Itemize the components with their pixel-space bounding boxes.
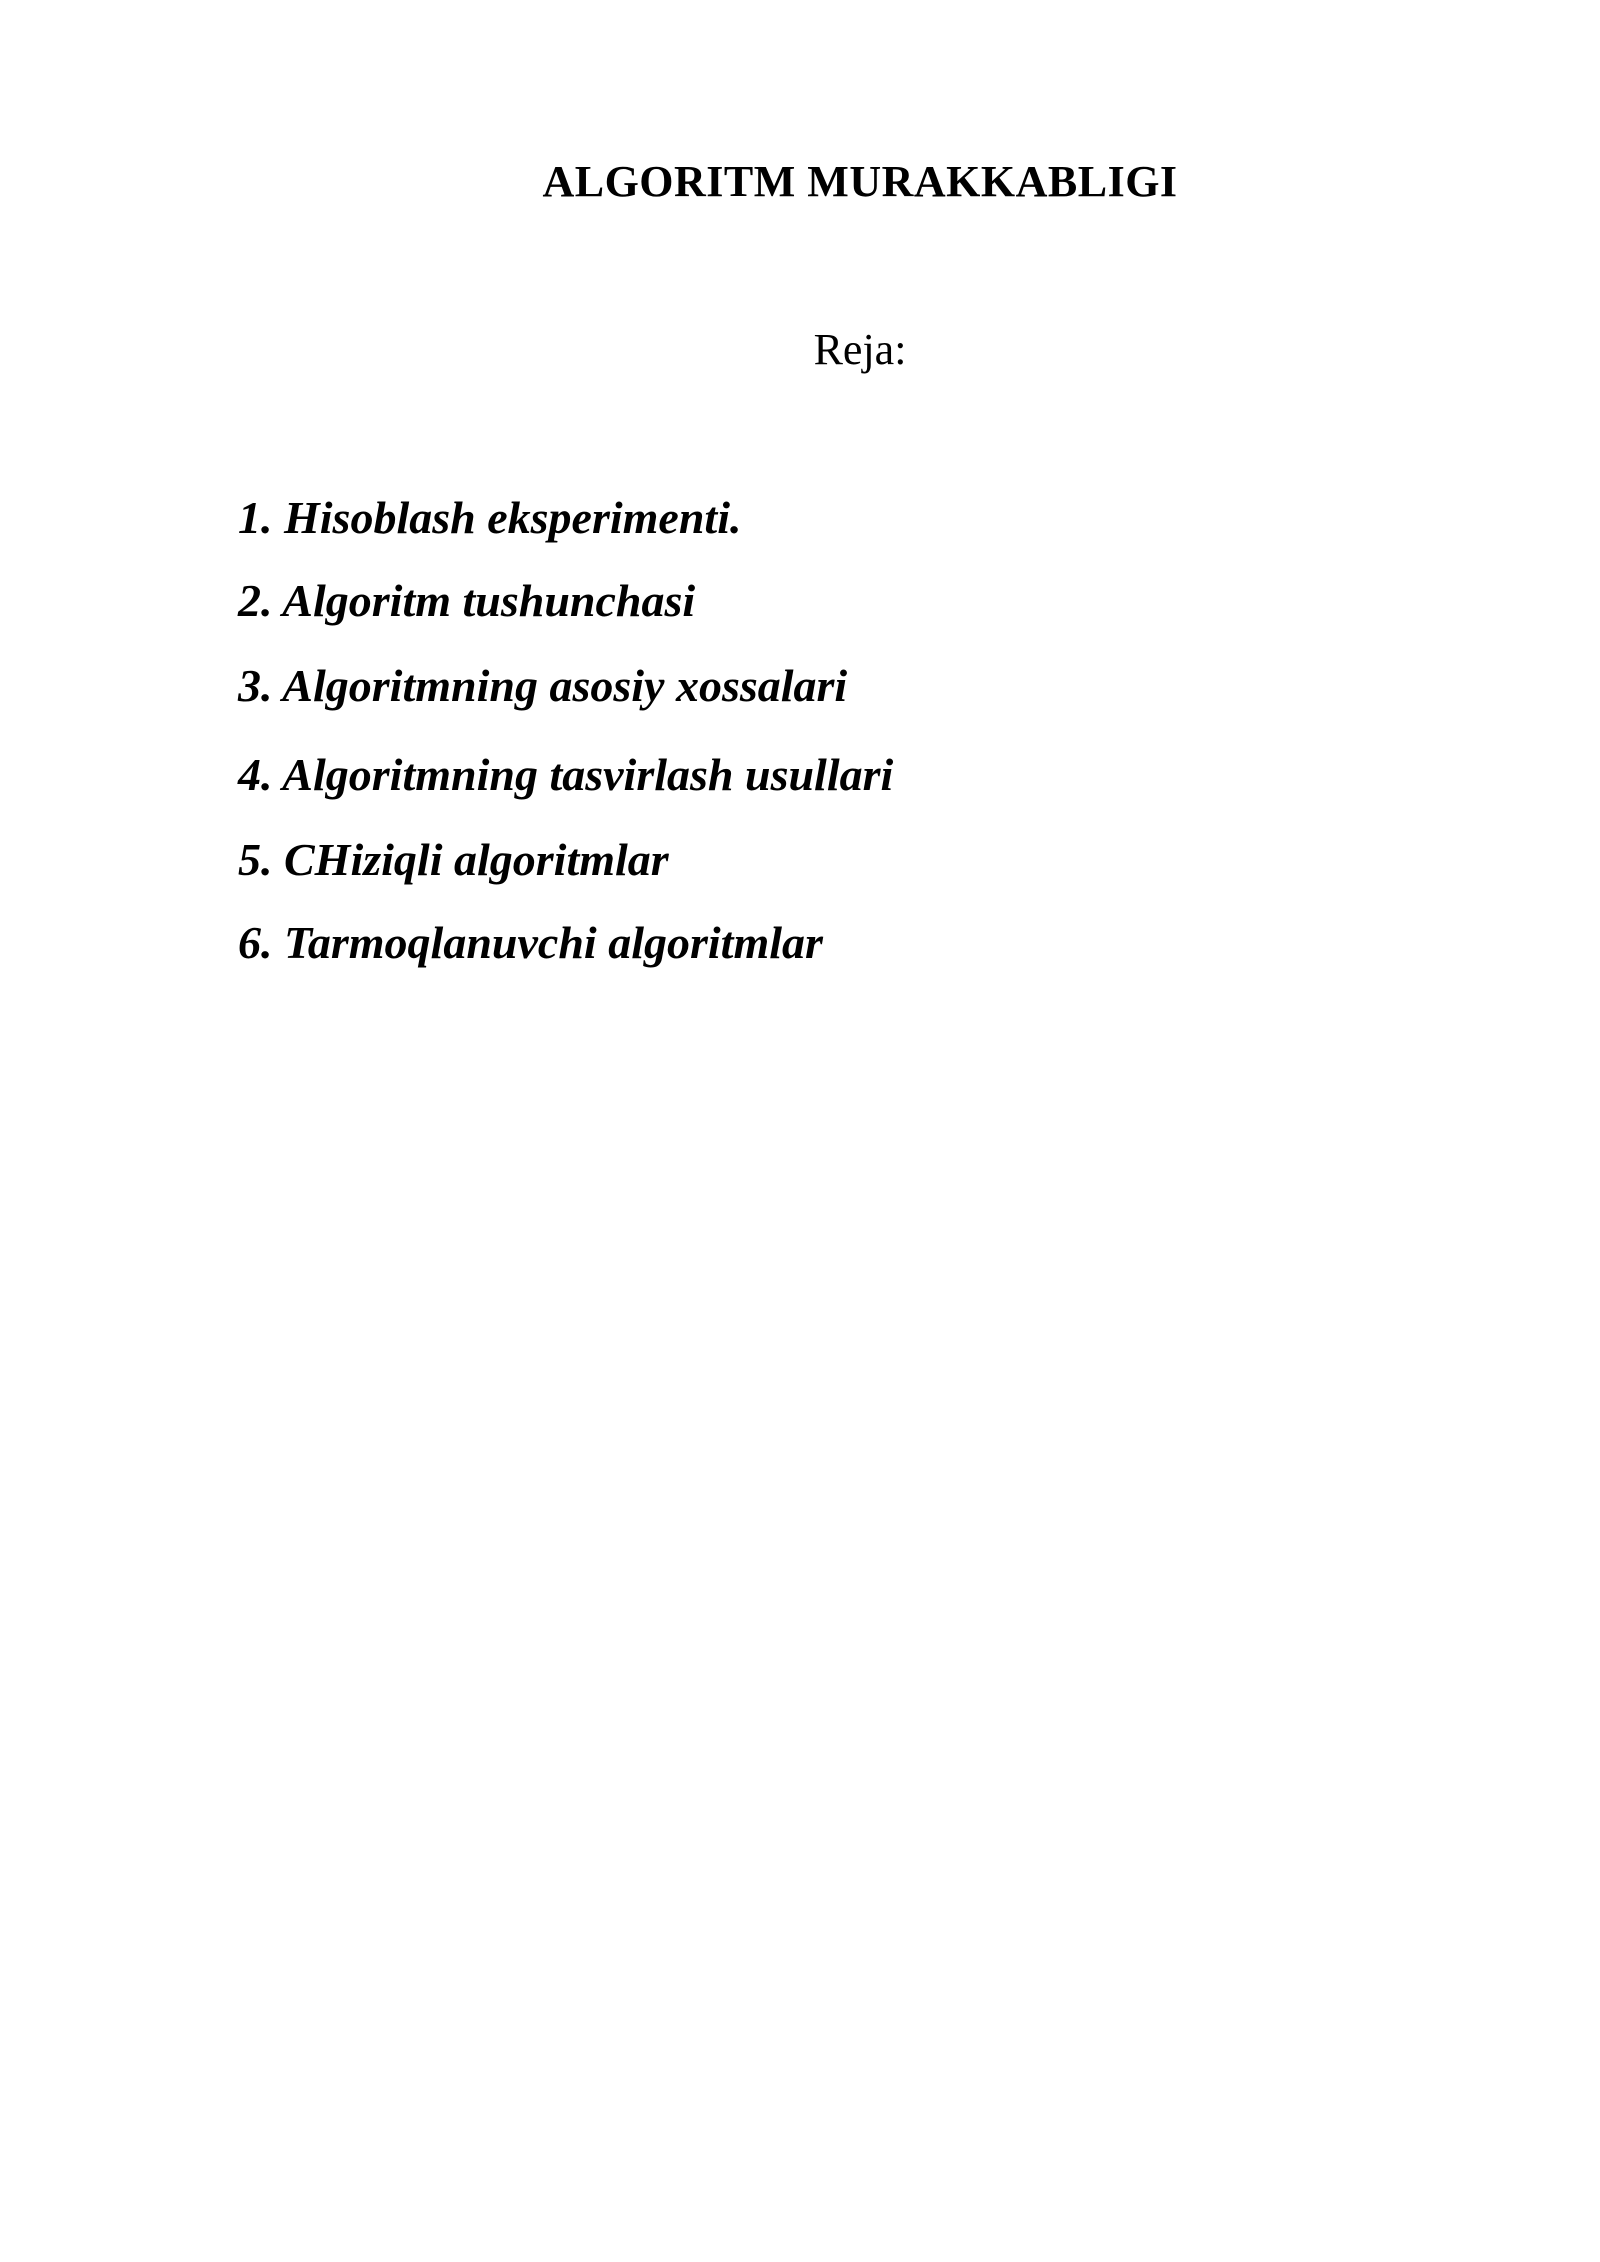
plan-item-text: Hisoblash eksperimenti. [284,492,742,543]
plan-item-text: Algoritmning tasvirlash usullari [282,749,894,800]
plan-item [238,913,823,973]
plan-item [238,571,695,631]
plan-item-text: Algoritm tushunchasi [282,575,696,626]
plan-item-number: 5. [238,834,273,885]
plan-item-number: 3. [238,660,273,711]
plan-item-number: 2. [238,575,273,626]
plan-item [238,656,847,716]
plan-item-text: Tarmoqlanuvchi algoritmlar [284,917,823,968]
document-title: ALGORITM MURAKKABLIGI [542,157,1178,206]
plan-item-text: CHiziqli algoritmlar [284,834,669,885]
plan-item-number: 1. [238,492,273,543]
plan-item-number: 6. [238,917,273,968]
plan-item [238,830,669,890]
plan-item-number: 4. [238,749,273,800]
plan-item-text: Algoritmning asosiy xossalari [282,660,848,711]
plan-item [238,488,741,548]
plan-item [238,745,893,805]
plan-heading: Reja: [813,325,907,374]
